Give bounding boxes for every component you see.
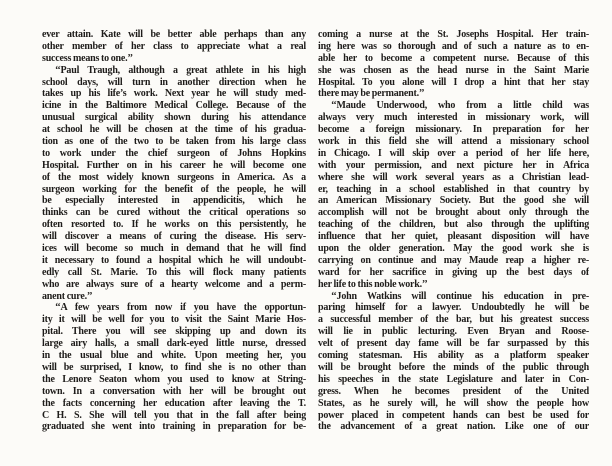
text-line: C H. S. She will tell you that in the fall after being — [42, 409, 306, 421]
text-line: work in this field she will attend a missionary school — [318, 136, 589, 148]
text-line: paring himself for a lawyer. Undoubtedly he will be — [318, 302, 589, 314]
text-line: er, teaching in a school established in that country by — [318, 183, 589, 195]
text-line: ‘‘Maude Underwood, who from a little child was — [331, 100, 589, 112]
text-line: a successful member of the bar, but his greatest success — [318, 314, 589, 326]
text-line: where she will work several years as a Christian lead- — [318, 171, 589, 183]
text-line: edly call St. Marie. To this will flock many patients — [42, 266, 306, 278]
text-line: graduated she went into training in preparation for be- — [42, 421, 306, 433]
text-line: will be brought before the minds of the public through — [318, 361, 589, 373]
text-line: at school he will be chosen at the time of his gradua- — [42, 124, 306, 136]
text-line: his speeches in the state Legislature and later in Con- — [318, 373, 589, 385]
text-line: often resorted to. If he works on this persistently, he — [42, 219, 306, 231]
text-line: her life to this noble work.’’ — [318, 278, 428, 290]
text-line: in Chicago. I will skip over a period of her life here, — [318, 147, 589, 159]
text-line: she was chosen as the head nurse in the Saint Marie — [318, 64, 589, 76]
text-line: coming a nurse at the St. Josephs Hospital. Her train- — [318, 29, 589, 40]
text-line: surgeon working for the benefit of the people, he will — [42, 183, 306, 195]
text-line: will discover a means of curing the disease. His serv- — [42, 231, 306, 243]
text-line: Hospital. To you alone will I drop a hint that her stay — [318, 76, 589, 88]
text-line: ‘‘John Watkins will continue his education in pre- — [331, 290, 589, 302]
text-line: ‘‘Paul Traugh, although a great athlete in his high — [55, 64, 306, 76]
text-line: the Lenore Seaton whom you used to know at String- — [42, 373, 306, 385]
text-line: will be surprised, I know, to find she is no other than — [42, 361, 306, 373]
text-line: able her to become a competent nurse. Because of this — [318, 52, 589, 64]
text-line: unusual surgical ability shown during his attendance — [42, 112, 306, 124]
text-line: teaching of the children, but also through the uplifting — [318, 219, 589, 231]
text-line: the advancement of a great nation. Like one of our — [318, 421, 589, 433]
text-line: ever attain. Kate will be better able perhaps than any — [42, 29, 306, 40]
text-line: tion as one of the two to be taken from his large class — [42, 136, 306, 148]
text-line: influence that her quiet, pleasant disposition will have — [318, 231, 589, 243]
text-line: with your permission, and next picture her in Africa — [318, 159, 589, 171]
text-line: ity it will be well for you to visit the Saint Marie Hos- — [42, 314, 306, 326]
text-line: of the most widely known surgeons in America. As a — [42, 171, 306, 183]
text-line: carrying on continue and may Maude reap a higher re- — [318, 254, 589, 266]
text-line: it necessary to found a hospital which he will undoubt- — [42, 254, 306, 266]
text-line: power placed in competent hands can best be used for — [318, 409, 589, 421]
text-line: thinks can be cured without the critical operations so — [42, 207, 306, 219]
text-line: who are always sure of a hearty welcome and a perm- — [42, 278, 306, 290]
text-line: be especially interested in appendicitis, which he — [42, 195, 306, 207]
text-line: coming statesman. His ability as a platform speaker — [318, 350, 589, 362]
text-line: upon the older generation. May the good work she is — [318, 243, 589, 255]
text-line: there may be permanent.’’ — [318, 88, 425, 100]
text-line: Hospital. Further on in his career he will become one — [42, 159, 306, 171]
text-line: other member of her class to appreciate what a real — [42, 40, 306, 52]
text-line: always very much interested in missionary work, will — [318, 112, 589, 124]
text-line: school days, will turn in another direction when he — [42, 76, 306, 88]
text-line: gress. When he becomes president of the United — [318, 385, 589, 397]
text-line: town. In a conversation with her will be brought out — [42, 385, 306, 397]
text-line: ing here was so thorough and of such a nature as to en- — [318, 40, 589, 52]
text-column-left — [42, 29, 306, 433]
text-line: States, as he surely will, he will show the people how — [318, 397, 589, 409]
text-line: anent cure.’’ — [42, 290, 93, 302]
text-line: velt of present day fame will be far surpassed by this — [318, 338, 589, 350]
text-line: an American Missionary Society. But the good she will — [318, 195, 589, 207]
text-line: will lie in public lecturing. Even Bryan and Roose- — [318, 326, 589, 338]
text-line: become a foreign missionary. In preparation for her — [318, 124, 589, 136]
text-line: in the usual blue and white. Upon meeting her, you — [42, 350, 306, 362]
text-line: icine in the Baltimore Medical College. Because of the — [42, 100, 306, 112]
text-line: success means to one.’’ — [42, 52, 133, 64]
text-line: ‘‘A few years from now if you have the opportun- — [55, 302, 306, 314]
text-line: ward for her sacrifice in giving up the best days of — [318, 266, 589, 278]
text-line: the facts concerning her education after leaving the T. — [42, 397, 306, 409]
text-line: pital. There you will see skipping up and down its — [42, 326, 306, 338]
text-line: takes up his life’s work. Next year he will study med- — [42, 88, 306, 100]
text-line: ices will become so much in demand that he will find — [42, 243, 306, 255]
text-line: large airy halls, a small dark-eyed little nurse, dressed — [42, 338, 306, 350]
text-line: to work under the chief surgeon of Johns Hopkins — [42, 147, 306, 159]
text-line: accomplish will not be brought about only through the — [318, 207, 589, 219]
text-column-right — [318, 29, 589, 433]
